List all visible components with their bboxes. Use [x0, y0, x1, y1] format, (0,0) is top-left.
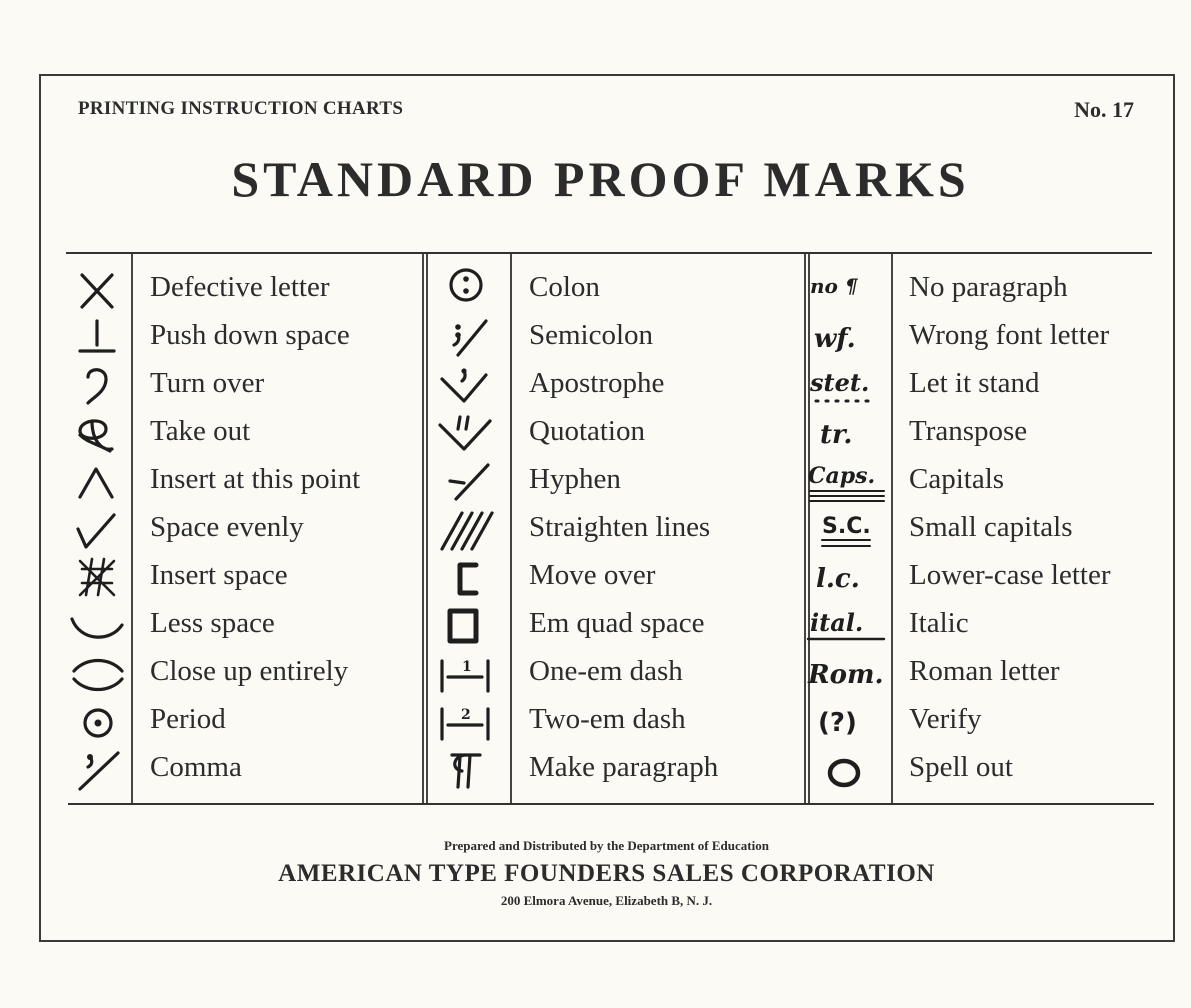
mark-label: Less space: [150, 607, 275, 639]
ital-mark-icon: [808, 603, 888, 647]
mark-label: Colon: [529, 271, 600, 303]
turn-over-mark-icon: [66, 363, 130, 407]
column-divider: [804, 254, 806, 803]
comma-mark-icon: [66, 747, 130, 791]
semicolon-mark-icon: [436, 315, 500, 359]
top-rule: [66, 252, 1152, 254]
caret-icon: [66, 459, 130, 503]
footer-company: AMERICAN TYPE FOUNDERS SALES CORPORATION: [278, 860, 935, 887]
mark-label: Small capitals: [909, 511, 1073, 543]
rom-mark-icon: [808, 651, 888, 695]
page-title: STANDARD PROOF MARKS: [231, 151, 970, 207]
mark-label: Move over: [529, 559, 656, 591]
two-em-dash-mark-icon: [436, 699, 500, 743]
quotation-mark-icon: [436, 411, 500, 455]
svg-text:stet.: stet.: [810, 368, 870, 397]
column-divider: [426, 254, 428, 803]
svg-text:ital.: ital.: [810, 608, 864, 637]
mark-label: Em quad space: [529, 607, 705, 639]
sc-mark-icon: [808, 507, 888, 551]
column-divider: [131, 254, 133, 803]
mark-label: Make paragraph: [529, 751, 719, 783]
chart-number: No. 17: [1074, 97, 1134, 122]
mark-label: Insert at this point: [150, 463, 361, 495]
mark-label: Semicolon: [529, 319, 654, 351]
mark-label: Let it stand: [909, 367, 1040, 399]
svg-text:tr.: tr.: [820, 420, 853, 450]
hash-mark-icon: [66, 555, 130, 599]
verify-mark-icon: [808, 699, 888, 743]
mark-label: Verify: [909, 703, 982, 735]
bottom-rule: [68, 803, 1154, 805]
mark-label: Wrong font letter: [909, 319, 1110, 351]
mark-label: Quotation: [529, 415, 645, 447]
svg-text:(?): (?): [818, 708, 857, 738]
svg-text:S.C.: S.C.: [822, 514, 871, 539]
footer-prepared-note: Prepared and Distributed by the Department of Education: [444, 838, 769, 853]
mark-label: One-em dash: [529, 655, 683, 687]
no-paragraph-mark-icon: [808, 267, 888, 311]
wf-mark-icon: [808, 315, 888, 359]
tr-mark-icon: [808, 411, 888, 455]
caps-mark-icon: [808, 459, 888, 503]
mark-label: Capitals: [909, 463, 1005, 495]
push-down-mark-icon: [66, 315, 130, 359]
svg-text:wf.: wf.: [814, 324, 856, 354]
one-em-dash-mark-icon: [436, 651, 500, 695]
svg-text:1: 1: [462, 659, 472, 675]
mark-label: Hyphen: [529, 463, 621, 495]
footer-address: 200 Elmora Avenue, Elizabeth B, N. J.: [500, 893, 713, 908]
x-mark-icon: [66, 267, 130, 311]
colon-mark-icon: [436, 267, 500, 311]
column-divider: [510, 254, 512, 803]
check-mark-icon: [66, 507, 130, 551]
mark-label: Space evenly: [150, 511, 304, 543]
stet-mark-icon: [808, 363, 888, 407]
mark-label: Take out: [150, 415, 251, 447]
mark-label: Italic: [909, 607, 969, 639]
column-divider: [891, 254, 893, 803]
lc-mark-icon: [808, 555, 888, 599]
svg-text:Rom.: Rom.: [808, 660, 884, 690]
delete-mark-icon: [66, 411, 130, 455]
apostrophe-mark-icon: [436, 363, 500, 407]
mark-label: Two-em dash: [529, 703, 686, 735]
svg-text:Caps.: Caps.: [808, 463, 876, 489]
mark-label: Lower-case letter: [909, 559, 1111, 591]
mark-label: Push down space: [150, 319, 350, 351]
mark-label: Insert space: [150, 559, 288, 591]
less-space-mark-icon: [66, 603, 130, 647]
em-quad-square-icon: [436, 603, 500, 647]
svg-text:no ¶: no ¶: [810, 274, 858, 298]
hyphen-mark-icon: [436, 459, 500, 503]
close-up-mark-icon: [66, 651, 130, 695]
mark-label: No paragraph: [909, 271, 1068, 303]
move-over-bracket-icon: [436, 555, 500, 599]
mark-label: Close up entirely: [150, 655, 349, 687]
spell-out-circle-icon: [808, 747, 888, 791]
mark-label: Turn over: [150, 367, 265, 399]
paragraph-mark-icon: [436, 747, 500, 791]
period-mark-icon: [66, 699, 130, 743]
straighten-lines-mark-icon: [436, 507, 500, 551]
mark-label: Comma: [150, 751, 242, 783]
mark-label: Transpose: [909, 415, 1028, 447]
mark-label: Straighten lines: [529, 511, 711, 543]
svg-text:l.c.: l.c.: [816, 564, 860, 594]
column-divider: [422, 254, 424, 803]
mark-label: Apostrophe: [529, 367, 665, 399]
mark-label: Defective letter: [150, 271, 330, 303]
mark-label: Spell out: [909, 751, 1013, 783]
svg-text:2: 2: [461, 707, 471, 723]
mark-label: Roman letter: [909, 655, 1060, 687]
series-title: PRINTING INSTRUCTION CHARTS: [78, 98, 404, 119]
mark-label: Period: [150, 703, 226, 735]
